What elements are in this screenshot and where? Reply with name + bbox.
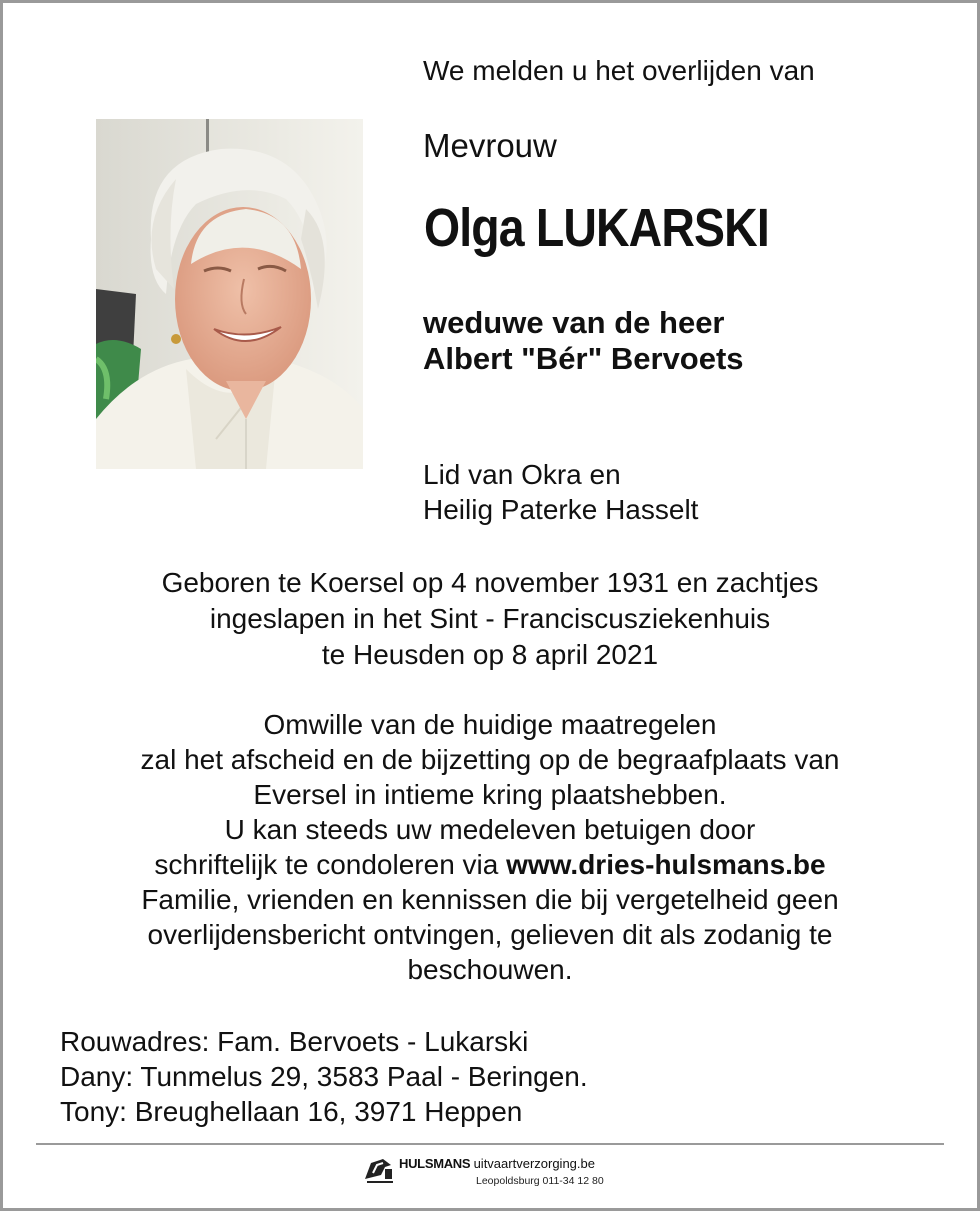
website-link[interactable]: www.dries-hulsmans.be bbox=[506, 849, 826, 880]
hulsmans-logo-icon bbox=[363, 1153, 395, 1185]
footer-location-phone: Leopoldsburg 011-34 12 80 bbox=[476, 1175, 604, 1187]
member-line-2: Heilig Paterke Hasselt bbox=[423, 494, 699, 525]
deceased-name: Olga LUKARSKI bbox=[424, 198, 769, 258]
portrait-illustration bbox=[96, 119, 363, 469]
notice-line: U kan steeds uw medeleven betuigen door bbox=[224, 814, 756, 845]
address-block bbox=[60, 1024, 588, 1129]
widow-line-2: Albert "Bér" Bervoets bbox=[423, 341, 744, 376]
footer-brand bbox=[399, 1156, 595, 1171]
notice-line: Eversel in intieme kring plaatshebben. bbox=[253, 779, 727, 810]
birth-death-block bbox=[3, 565, 977, 673]
address-line: Rouwadres: Fam. Bervoets - Lukarski bbox=[60, 1026, 529, 1057]
footer-divider bbox=[36, 1143, 944, 1145]
honorific: Mevrouw bbox=[423, 127, 557, 164]
member-line-1: Lid van Okra en bbox=[423, 459, 621, 490]
birth-death-line: ingeslapen in het Sint - Franciscusziekenhuis bbox=[209, 603, 771, 634]
intro-text: We melden u het overlijden van bbox=[423, 55, 815, 86]
widow-info bbox=[423, 305, 744, 377]
membership-info bbox=[423, 457, 698, 527]
address-line: Dany: Tunmelus 29, 3583 Paal - Beringen. bbox=[60, 1061, 588, 1092]
notice-line: beschouwen. bbox=[407, 954, 573, 985]
birth-death-line: te Heusden op 8 april 2021 bbox=[321, 639, 659, 670]
notice-line: zal het afscheid en de bijzetting op de begraafplaats van bbox=[140, 744, 840, 775]
notice-block bbox=[3, 707, 977, 987]
widow-line-1: weduwe van de heer bbox=[423, 305, 725, 340]
condolence-line bbox=[3, 847, 977, 882]
condolence-prefix: schriftelijk te condoleren via bbox=[154, 849, 507, 880]
notice-line: Familie, vrienden en kennissen die bij vergetelheid geen bbox=[141, 884, 839, 915]
brand-name: HULSMANS bbox=[399, 1156, 471, 1171]
notice-line: Omwille van de huidige maatregelen bbox=[263, 709, 717, 740]
brand-site: uitvaartverzorging.be bbox=[473, 1156, 595, 1171]
portrait-photo bbox=[96, 119, 363, 469]
birth-death-line: Geboren te Koersel op 4 november 1931 en zachtjes bbox=[161, 567, 819, 598]
notice-line: overlijdensbericht ontvingen, gelieven dit als zodanig te bbox=[147, 919, 833, 950]
address-line: Tony: Breughellaan 16, 3971 Heppen bbox=[60, 1096, 523, 1127]
